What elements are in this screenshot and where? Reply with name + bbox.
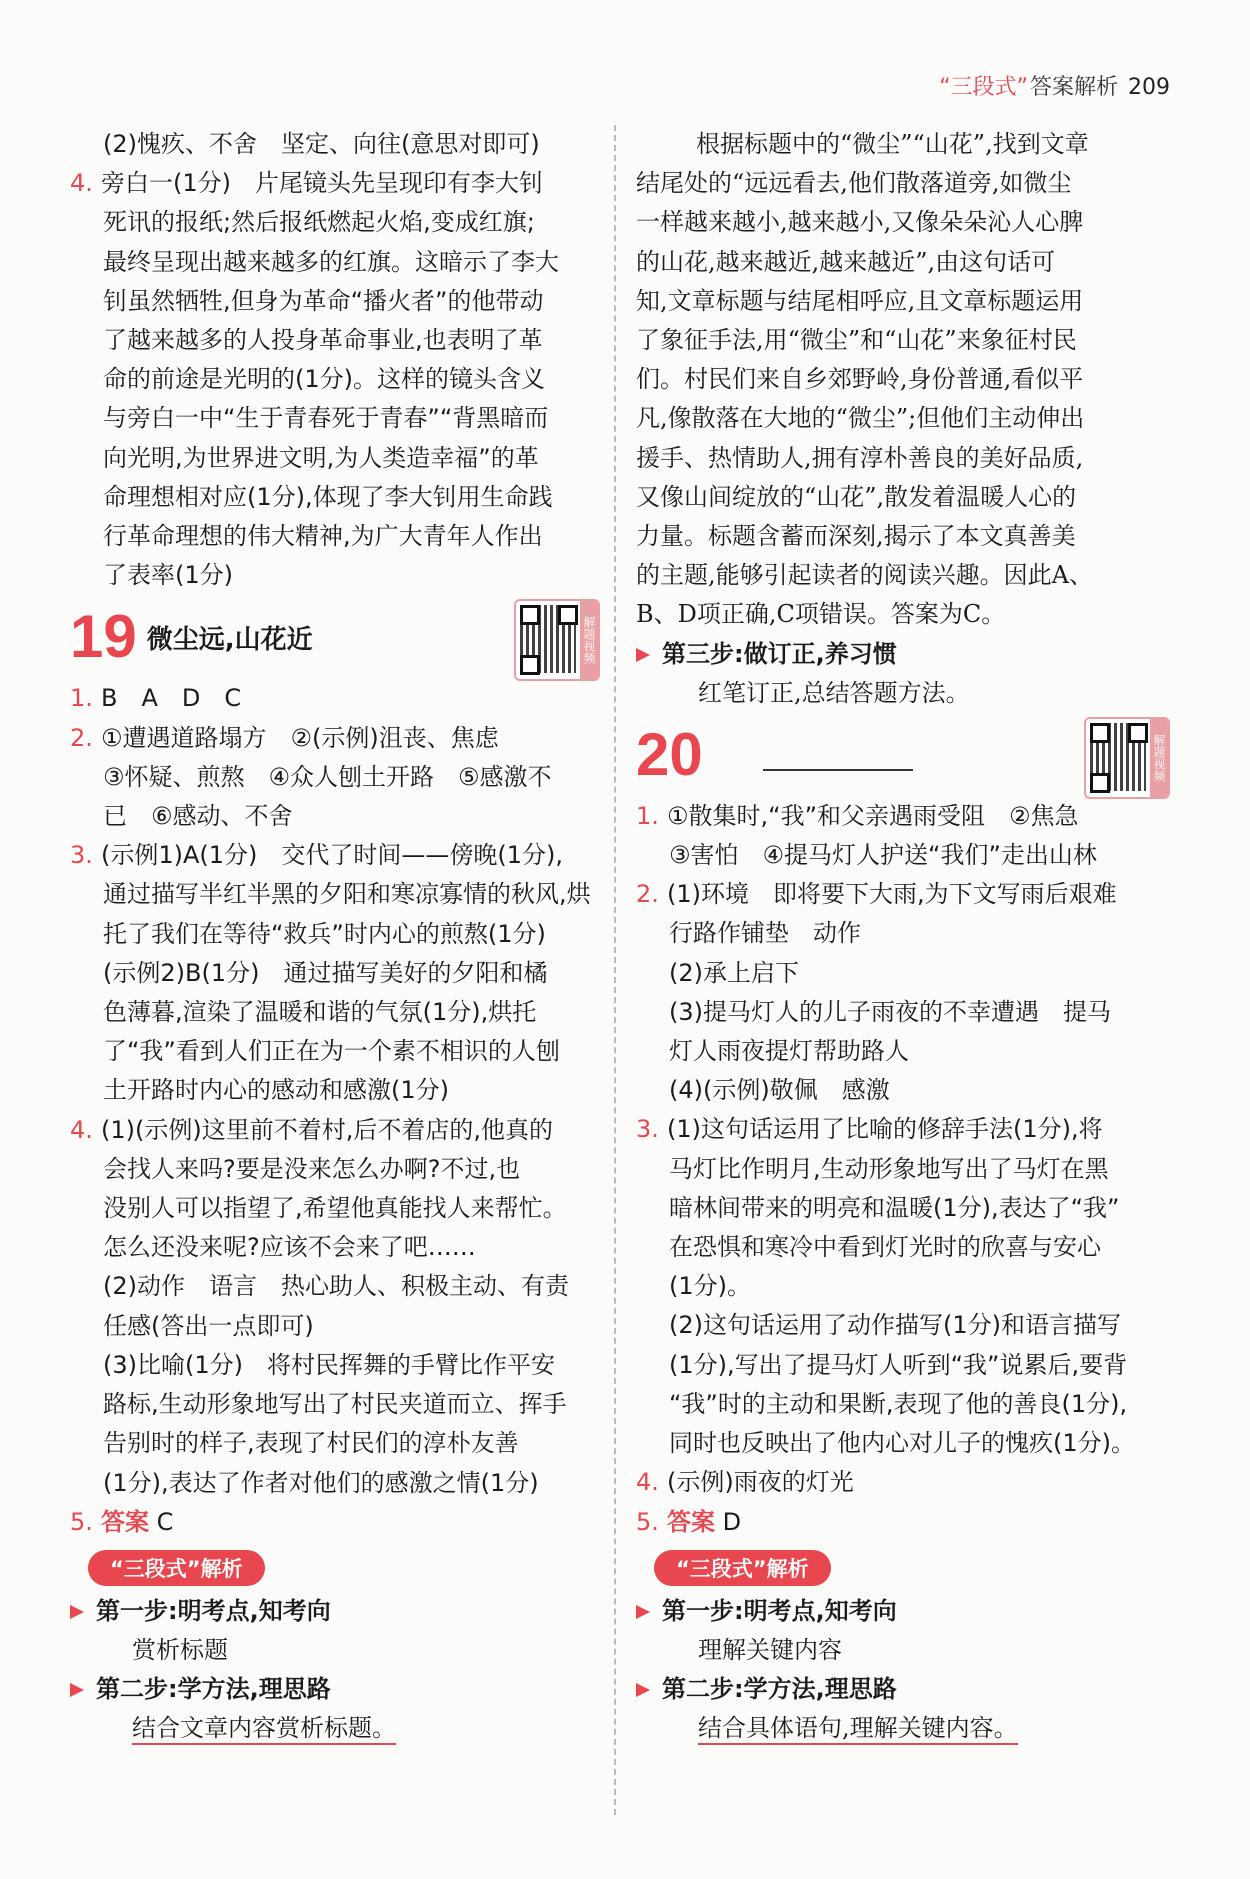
answer-text: (1分),写出了提马灯人听到“我”说累后,要背 (669, 1350, 1128, 1379)
answer-text: 钊虽然牺牲,但身为革命“播火者”的他带动 (103, 286, 544, 315)
left-top-lines (70, 125, 600, 595)
step-2: 第二步:学方法,理思路 (70, 1670, 600, 1709)
header-tag: “三段式” (939, 75, 1028, 100)
analysis-line: 了象征手法,用“微尘”和“山花”来象征村民 (636, 326, 1077, 355)
qr-code-icon[interactable] (1084, 717, 1170, 799)
arrow-icon (70, 1605, 84, 1619)
arrow-icon (70, 1683, 84, 1697)
answer-line (636, 993, 1170, 1032)
arrow-icon (636, 1683, 650, 1697)
analysis-line: 的主题,能够引起读者的阅读兴趣。因此A、 (636, 561, 1093, 590)
step-2-text: 结合文章内容赏析标题。 (132, 1713, 396, 1745)
answer-text: 行路作铺垫 动作 (669, 919, 861, 948)
answer-text: 同时也反映出了他内心对儿子的愧疚(1分)。 (669, 1429, 1135, 1458)
column-divider (614, 125, 616, 1815)
answer-text: B A D C (101, 684, 242, 713)
answer-text: 怎么还没来呢?应该不会来了吧…… (103, 1233, 476, 1262)
answer-line (70, 1228, 600, 1267)
answer-text: (3)比喻(1分) 将村民挥舞的手臂比作平安 (103, 1350, 555, 1379)
answer-line (636, 954, 1170, 993)
step-2-text: 结合具体语句,理解关键内容。 (698, 1713, 1018, 1745)
answer-line (636, 875, 1170, 914)
answer-text: 土开路时内心的感动和感激(1分) (103, 1076, 449, 1105)
answer-line (70, 915, 600, 954)
answer-line (70, 993, 600, 1032)
answer-text: 了越来越多的人投身革命事业,也表明了革 (103, 326, 543, 355)
answer-line (70, 1385, 600, 1424)
step-1-text: 理解关键内容 (698, 1635, 842, 1664)
step-2: 第二步:学方法,理思路 (636, 1670, 1170, 1709)
question-number: 4. (70, 1115, 93, 1144)
answer-text: 托了我们在等待“救兵”时内心的煎熬(1分) (103, 919, 546, 948)
answer-line (70, 1032, 600, 1071)
answer-text: 命的前途是光明的(1分)。这样的镜头含义 (103, 365, 545, 394)
answer-line (636, 1071, 1170, 1110)
answer-text: 暗林间带来的明亮和温暖(1分),表达了“我” (669, 1193, 1120, 1222)
answer-line (70, 875, 600, 914)
header-title: 答案解析 (1029, 75, 1118, 100)
answer-line (70, 517, 600, 556)
answer-line (70, 399, 600, 438)
question-number: 1. (70, 684, 93, 713)
answer-line (636, 914, 1170, 953)
left-column (70, 125, 600, 1748)
answer-line (70, 478, 600, 517)
answer-text: (示例2)B(1分) 通过描写美好的夕阳和橘 (103, 958, 548, 987)
question-number: 3. (636, 1115, 659, 1144)
answer-text: 向光明,为世界进文明,为人类造幸福”的革 (103, 443, 539, 472)
answer-line (70, 243, 600, 282)
answer-text: ①遭遇道路塌方 ②(示例)沮丧、焦虑 (101, 723, 499, 752)
answer-line (70, 556, 600, 595)
answer-line (70, 797, 600, 836)
answer-line (636, 1424, 1170, 1463)
answer-text: 会找人来吗?要是没来怎么办啊?不过,也 (103, 1154, 521, 1183)
answer-line (70, 439, 600, 478)
answer-line (636, 1346, 1170, 1385)
answer-text: 马灯比作明月,生动形象地写出了马灯在黑 (669, 1154, 1109, 1183)
answer-line (636, 1189, 1170, 1228)
question-number: 2. (636, 880, 659, 909)
answer-line (70, 1424, 600, 1463)
answer-line (70, 203, 600, 242)
answer-line (70, 1071, 600, 1110)
answer-line (636, 797, 1170, 836)
answer-line (70, 719, 600, 758)
answer-text: ③怀疑、煎熬 ④众人刨土开路 ⑤感激不 (103, 762, 552, 791)
analysis-line: 凡,像散落在大地的“微尘”;但他们主动伸出 (636, 404, 1085, 433)
answer-line (636, 1150, 1170, 1189)
analysis-line: 的山花,越来越近,越来越近”,由这句话可 (636, 247, 1056, 276)
answer-line (70, 1267, 600, 1306)
answer-text: (1分)。 (669, 1272, 751, 1301)
answer-line (70, 282, 600, 321)
answer-text: 灯人雨夜提灯帮助路人 (669, 1037, 909, 1066)
answer-label: 答案 (667, 1507, 715, 1536)
answer-text: (1)这句话运用了比喻的修辞手法(1分),将 (667, 1115, 1103, 1144)
answer-line (636, 1032, 1170, 1071)
analysis-line: 知,文章标题与结尾相呼应,且文章标题运用 (636, 286, 1084, 315)
analysis-line: 又像山间绽放的“山花”,散发着温暖人心的 (636, 482, 1077, 511)
answer-text: 死讯的报纸;然后报纸燃起火焰,变成红旗; (103, 208, 535, 237)
section-19-header (70, 595, 600, 679)
answer-line (70, 164, 600, 203)
section-20-header (636, 713, 1170, 797)
qr-code-icon[interactable] (514, 599, 600, 681)
arrow-icon (636, 648, 650, 662)
answer-text: 了“我”看到人们正在为一个素不相识的人刨 (103, 1037, 560, 1066)
answer-line (70, 1111, 600, 1150)
answer-line (636, 836, 1170, 875)
answer-line (70, 321, 600, 360)
answer-text: (3)提马灯人的儿子雨夜的不幸遭遇 提马 (669, 997, 1111, 1026)
section-title: 微尘远,山花近 (146, 624, 313, 655)
answer-label: 答案 (101, 1507, 149, 1536)
answer-text: 在恐惧和寒冷中看到灯光时的欣喜与安心 (669, 1233, 1101, 1262)
question-5: 5. 答案 D (636, 1507, 742, 1536)
step-3: 第三步:做订正,养习惯 (636, 635, 1170, 674)
title-blank (763, 769, 913, 771)
answer-value: C (156, 1507, 174, 1536)
question-number: 4. (70, 169, 93, 198)
qr-label: 解题视频 (1150, 719, 1168, 797)
analysis-line: 结尾处的“远远看去,他们散落道旁,如微尘 (636, 169, 1072, 198)
answer-line (70, 836, 600, 875)
answer-line (70, 1464, 600, 1503)
answer-text: 命理想相对应(1分),体现了李大钊用生命践 (103, 482, 553, 511)
answer-text: “我”时的主动和果断,表现了他的善良(1分), (669, 1389, 1128, 1418)
analysis-pill: “三段式”解析 (654, 1550, 831, 1586)
answer-text: (2)这句话运用了动作描写(1分)和语言描写 (669, 1311, 1121, 1340)
answer-text: 通过描写半红半黑的夕阳和寒凉寡情的秋风,烘 (103, 880, 591, 909)
answer-text: ①散集时,“我”和父亲遇雨受阻 ②焦急 (667, 801, 1079, 830)
answer-text: 已 ⑥感动、不舍 (103, 802, 293, 831)
section-number: 20 (636, 720, 703, 788)
answer-value: D (722, 1507, 742, 1536)
answer-line (70, 1307, 600, 1346)
answer-text: (示例1)A(1分) 交代了时间——傍晚(1分), (101, 841, 564, 870)
answer-line (636, 1267, 1170, 1306)
answer-line (70, 1346, 600, 1385)
answer-line (636, 1110, 1170, 1149)
arrow-icon (636, 1605, 650, 1619)
right-body-lines (636, 797, 1170, 1503)
qr-label: 解题视频 (580, 601, 598, 679)
page-number: 209 (1128, 75, 1170, 100)
answer-text: 旁白一(1分) 片尾镜头先呈现印有李大钊 (101, 169, 543, 198)
answer-text: (2)愧疚、不舍 坚定、向往(意思对即可) (103, 130, 540, 158)
answer-line (636, 1306, 1170, 1345)
answer-text: (2)动作 语言 热心助人、积极主动、有责 (103, 1272, 569, 1301)
answer-text: 路标,生动形象地写出了村民夹道而立、挥手 (103, 1390, 567, 1419)
analysis-line: 们。村民们来自乡郊野岭,身份普通,看似平 (636, 365, 1084, 394)
answer-line (636, 1385, 1170, 1424)
answer-text: 告别时的样子,表现了村民们的淳朴友善 (103, 1429, 519, 1458)
answer-text: 与旁白一中“生于青春死于青春”“背黑暗而 (103, 404, 549, 433)
analysis-line: 力量。标题含蓄而深刻,揭示了本文真善美 (636, 522, 1076, 551)
answer-text: 了表率(1分) (103, 561, 233, 590)
step-1-text: 赏析标题 (132, 1635, 228, 1664)
answer-text: (1分),表达了作者对他们的感激之情(1分) (103, 1468, 539, 1497)
step-1: 第一步:明考点,知考向 (636, 1592, 1170, 1631)
question-number: 3. (70, 841, 93, 870)
answer-text: (1)(示例)这里前不着村,后不着店的,他真的 (101, 1115, 553, 1144)
question-number: 1. (636, 801, 659, 830)
answer-text: (4)(示例)敬佩 感激 (669, 1076, 890, 1105)
answer-line (636, 1463, 1170, 1502)
answer-text: 行革命理想的伟大精神,为广大青年人作出 (103, 522, 543, 551)
step-2-text-row (70, 1709, 600, 1748)
answer-text: (2)承上启下 (669, 958, 799, 987)
section-number: 19 (70, 603, 137, 671)
answer-line (70, 125, 600, 164)
left-body-lines (70, 679, 600, 1502)
step-1: 第一步:明考点,知考向 (70, 1592, 600, 1631)
page-header (939, 70, 1170, 101)
analysis-line: 一样越来越小,越来越小,又像朵朵沁人心脾 (636, 208, 1084, 237)
question-number: 2. (70, 723, 93, 752)
step-3-text: 红笔订正,总结答题方法。 (698, 678, 970, 707)
right-top-lines (636, 125, 1170, 635)
answer-line (70, 1189, 600, 1228)
answer-line (70, 1150, 600, 1189)
answer-line (70, 679, 600, 718)
answer-line (70, 954, 600, 993)
question-number: 4. (636, 1468, 659, 1497)
answer-text: 色薄暮,渲染了温暖和谐的气氛(1分),烘托 (103, 998, 537, 1027)
answer-text: (示例)雨夜的灯光 (667, 1468, 854, 1497)
right-column (636, 125, 1170, 1748)
analysis-line: 根据标题中的“微尘”“山花”,找到文章 (696, 130, 1089, 158)
answer-line (70, 758, 600, 797)
question-5: 5. 答案 C (70, 1507, 174, 1536)
analysis-pill: “三段式”解析 (88, 1550, 265, 1586)
answer-text: 没别人可以指望了,希望他真能找人来帮忙。 (103, 1194, 567, 1223)
step-2-text-row (636, 1709, 1170, 1748)
analysis-line: B、D项正确,C项错误。答案为C。 (636, 600, 1006, 629)
answer-line (70, 360, 600, 399)
answer-text: ③害怕 ④提马灯人护送“我们”走出山林 (669, 841, 1097, 870)
analysis-line: 援手、热情助人,拥有淳朴善良的美好品质, (636, 443, 1084, 472)
answer-text: (1)环境 即将要下大雨,为下文写雨后艰难 (667, 880, 1117, 909)
answer-text: 任感(答出一点即可) (103, 1311, 314, 1340)
answer-line (636, 1228, 1170, 1267)
answer-text: 最终呈现出越来越多的红旗。这暗示了李大 (103, 247, 559, 276)
